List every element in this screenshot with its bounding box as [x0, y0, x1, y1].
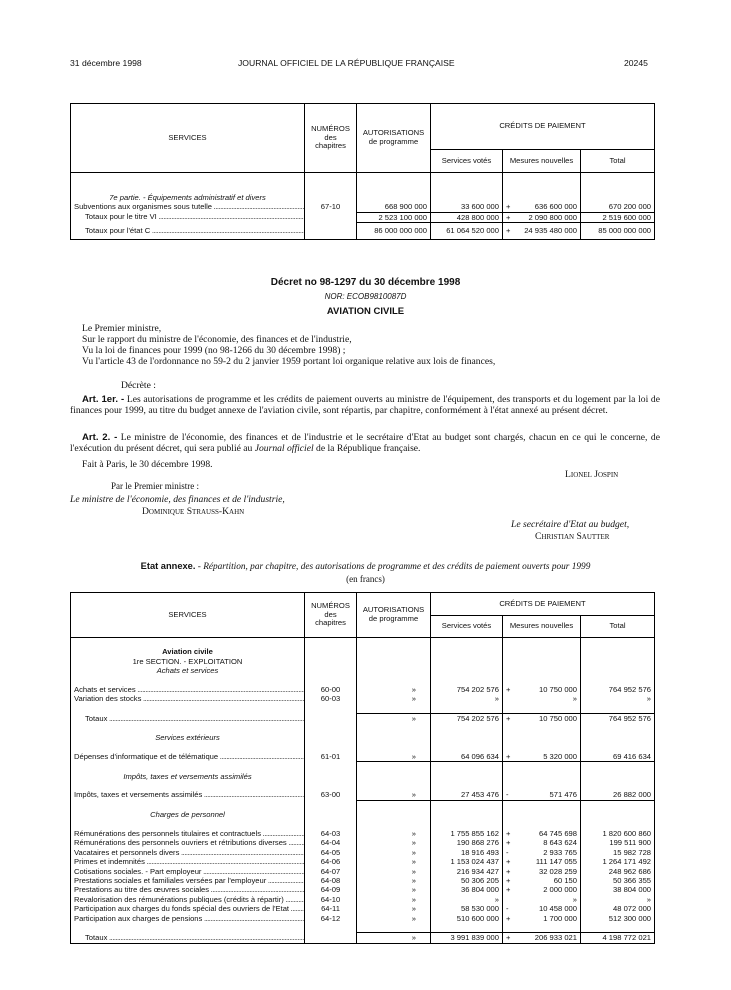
decree-par: Par le Premier ministre : — [111, 481, 199, 491]
col-mesures: Mesures nouvelles — [503, 150, 581, 173]
header-date: 31 décembre 1998 — [70, 58, 142, 68]
decree-subject: AVIATION CIVILE — [326, 306, 405, 317]
credits-table-1 — [70, 103, 655, 240]
table-row: Prestations sociales et familiales versées par l'employeur ..... 64-08 » 50 306 205 + 60 150 50 366 355 — [71, 876, 655, 885]
totals-row: Totaux ..... » 754 202 576 + 10 750 000 764 952 576 — [71, 714, 655, 724]
col-votes: Services votés — [431, 616, 503, 638]
col-services: SERVICES — [71, 104, 305, 173]
col-total: Total — [581, 150, 655, 173]
table-row: Rémunérations des personnels titulaires et contractuels ..... 64-03 » 1 755 855 162 + 64 745 698 1 820 600 860 — [71, 829, 655, 838]
group-heading: Services extérieurs — [71, 733, 305, 742]
annex-title: Etat annexe. - Répartition, par chapitre, des autorisations de programme et des crédits de paiement ouverts pour 1999 — [140, 561, 591, 572]
table-row: Primes et indemnités ..... 64-06 » 1 153 024 437 + 111 147 055 1 264 171 492 — [71, 857, 655, 866]
article-2: Art. 2. - Le ministre de l'économie, des finances et de l'industrie et le secrétaire d'Etat au budget sont chargés, chacun en ce qui le concerne, de l'exécution du présent décret, qui sera publié au Journal officiel de la République française. — [70, 432, 660, 454]
table-row: Achats et services ..... 60-00 » 754 202 576 + 10 750 000 764 952 576 — [71, 685, 655, 694]
partie-heading: 7e partie. - Équipements administratif et divers — [71, 193, 305, 202]
totals-row: Totaux ..... » 3 991 839 000 + 206 933 021 4 198 772 021 — [71, 933, 655, 943]
table-row: Participation aux charges de pensions ..... 64-12 » 510 600 000 + 1 700 000 512 300 000 — [71, 914, 655, 923]
table-row: Subventions aux organismes sous tutelle ..... 67-10 668 900 000 33 600 000 + 636 600 000 670 200 000 — [71, 202, 655, 212]
decree-nor: NOR: ECOB9810087D — [324, 292, 407, 301]
col-total: Total — [581, 616, 655, 638]
table-row: Prestations au titre des œuvres sociales ..... 64-09 » 36 804 000 + 2 000 000 38 804 000 — [71, 885, 655, 894]
col-votes: Services votés — [431, 150, 503, 173]
col-credits: CRÉDITS DE PAIEMENT — [431, 593, 655, 616]
table-row: Impôts, taxes et versements assimilés ..... 63-00 » 27 453 476 - 571 476 26 882 000 — [71, 790, 655, 800]
col-numeros: NUMÉROS des chapitres — [305, 593, 357, 638]
group-heading: Charges de personnel — [71, 810, 305, 819]
table-row: Rémunérations des personnels ouvriers et rétributions diverses ..... 64-04 » 190 868 276 + 8 643 624 199 511 900 — [71, 838, 655, 847]
table-row: Revalorisation des rémunérations publiques (crédits à répartir) ..... 64-10 » » » » — [71, 895, 655, 904]
header-page-number: 20245 — [624, 58, 648, 68]
table-row: Variation des stocks ..... 60-03 » » » » — [71, 694, 655, 703]
col-credits: CRÉDITS DE PAIEMENT — [431, 104, 655, 150]
header-journal: JOURNAL OFFICIEL DE LA RÉPUBLIQUE FRANÇAISE — [238, 58, 455, 68]
col-autorisations: AUTORISATIONS de programme — [357, 104, 431, 173]
col-autorisations: AUTORISATIONS de programme — [357, 593, 431, 638]
table-row: Cotisations sociales. - Part employeur ..... 64-07 » 216 934 427 + 32 028 259 248 962 686 — [71, 867, 655, 876]
col-mesures: Mesures nouvelles — [503, 616, 581, 638]
table-row: Totaux pour l'état C ..... 86 000 000 000 61 064 520 000 + 24 935 480 000 85 000 000 000 — [71, 223, 655, 240]
credits-table-2 — [70, 592, 655, 944]
minister-title: Le ministre de l'économie, des finances et de l'industrie, — [70, 494, 285, 505]
decree-preamble: Le Premier ministre, Sur le rapport du ministre de l'économie, des finances et de l'industrie, Vu la loi de finances pour 1999 (no 98-1266 du 30 décembre 1998) ; Vu l'article 43 de l'ordonnance no 59-2 du 2 janvier 1959 portant loi organique relative aux lois de finances, — [82, 323, 496, 367]
annex-unit: (en francs) — [346, 574, 385, 584]
signer-pm: Lionel Jospin — [565, 469, 619, 480]
table-row: Dépenses d'informatique et de télématique ..... 61-01 » 64 096 634 + 5 320 000 69 416 634 — [71, 752, 655, 762]
secretary-name: Christian Sautter — [535, 531, 610, 542]
decree-title: Décret no 98-1297 du 30 décembre 1998 — [270, 277, 461, 288]
minister-name: Dominique Strauss-Kahn — [142, 506, 245, 517]
section-heading: 1re SECTION. - EXPLOITATION — [71, 657, 305, 666]
secretary-title: Le secrétaire d'Etat au budget, — [511, 519, 630, 530]
decree-fait: Fait à Paris, le 30 décembre 1998. — [82, 459, 213, 470]
article-1: Art. 1er. - Les autorisations de programme et les crédits de paiement ouverts au ministre de l'équipement, des transports et du logement par la loi de finances pour 1999, au titre du budget annexe de l'aviation civile, sont répartis, par chapitre, conformément à l'état annexé au présent décret. — [70, 394, 660, 416]
group-heading: Achats et services — [71, 666, 305, 675]
col-numeros: NUMÉROS des chapitres — [305, 104, 357, 173]
table-row: Totaux pour le titre VI ..... 2 523 100 000 428 800 000 + 2 090 800 000 2 519 600 000 — [71, 212, 655, 222]
table-row: Vacataires et personnels divers ..... 64-05 » 18 916 493 - 2 933 765 15 982 728 — [71, 848, 655, 857]
table-row: Participation aux charges du fonds spécial des ouvriers de l'Etat ..... 64-11 » 58 530 000 - 10 458 000 48 072 000 — [71, 904, 655, 913]
col-services: SERVICES — [71, 593, 305, 638]
decree-decrete: Décrète : — [121, 380, 156, 391]
aviation-heading: Aviation civile — [71, 647, 305, 656]
group-heading: Impôts, taxes et versements assimilés — [71, 772, 305, 781]
